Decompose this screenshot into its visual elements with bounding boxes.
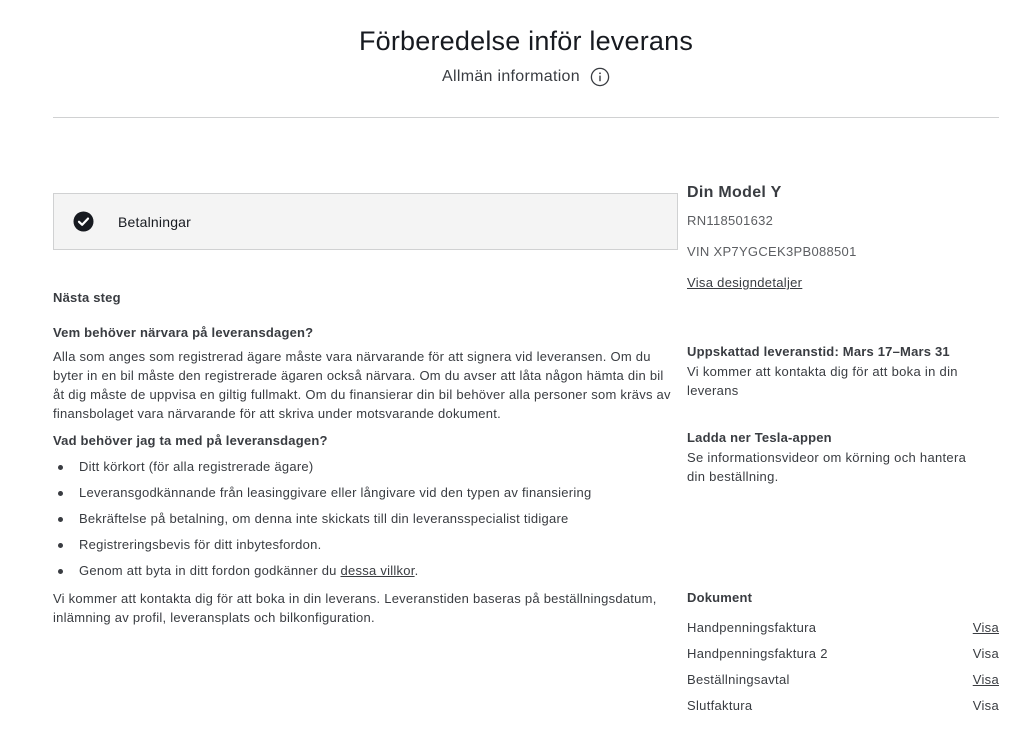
check-circle-icon <box>73 211 94 232</box>
documents-heading: Dokument <box>687 590 753 605</box>
view-document-link[interactable]: Visa <box>972 697 999 713</box>
list-item: Leveransgodkännande från leasinggivare eller långivare vid den typen av finansiering <box>53 480 678 506</box>
list-item-terms <box>53 558 678 584</box>
delivery-estimate-heading: Uppskattad leveranstid: Mars 17–Mars 31 <box>687 344 950 359</box>
document-name: Beställningsavtal <box>687 671 790 687</box>
main-column <box>53 193 678 627</box>
list-item: Registreringsbevis för ditt inbytesfordon. <box>53 532 678 558</box>
payment-section[interactable] <box>53 193 678 250</box>
reservation-number: RN118501632 <box>687 213 774 228</box>
next-steps-heading: Nästa steg <box>53 290 121 305</box>
terms-suffix: . <box>414 563 419 578</box>
document-name: Handpenningsfaktura 2 <box>687 645 828 661</box>
app-heading: Ladda ner Tesla-appen <box>687 430 832 445</box>
document-row <box>687 692 999 718</box>
closing-text: Vi kommer att kontakta dig för att boka in din leverans. Leveranstiden baseras på beställningsdatum, inlämning av profil, leveransplats och bilkonfiguration. <box>53 591 657 625</box>
view-document-link[interactable]: Visa <box>972 619 999 635</box>
design-details-link[interactable]: Visa designdetaljer <box>687 275 803 290</box>
list-item: Bekräftelse på betalning, om denna inte skickats till din leveransspecialist tidigare <box>53 506 678 532</box>
list-item: Ditt körkort (för alla registrerade ägare) <box>53 454 678 480</box>
attendance-answer: Alla som anges som registrerad ägare måste vara närvarande för att signera vid leveransen. Om du byter in en bil måste den registrerade ägaren också närvara. Om du avser att låta någon hämta din bil åt dig måste de uppvisa en giltig fullmakt. Om du finansierar din bil behöver alla personer som krävs av finansbolaget vara närvarande för att skriva under motsvarande dokument. <box>53 349 671 421</box>
view-document-link[interactable]: Visa <box>972 671 999 687</box>
payment-label: Betalningar <box>118 213 192 230</box>
attendance-question: Vem behöver närvara på leveransdagen? <box>53 325 314 340</box>
document-row <box>687 614 999 640</box>
terms-prefix: Genom att byta in ditt fordon godkänner du <box>79 563 341 578</box>
documents-list <box>687 614 999 718</box>
terms-link[interactable]: dessa villkor <box>340 563 415 578</box>
document-name: Slutfaktura <box>687 697 753 713</box>
bring-list <box>53 454 678 584</box>
subtitle-row <box>0 67 1024 87</box>
document-name: Handpenningsfaktura <box>687 619 817 635</box>
document-row <box>687 666 999 692</box>
info-circle-icon[interactable] <box>590 67 610 87</box>
header-divider <box>53 117 999 118</box>
page-title: Förberedelse inför leverans <box>358 26 694 56</box>
vin-number: VIN XP7YGCEK3PB088501 <box>687 244 857 259</box>
bring-question: Vad behöver jag ta med på leveransdagen? <box>53 433 328 448</box>
model-title: Din Model Y <box>687 184 782 201</box>
delivery-estimate-text: Vi kommer att kontakta dig för att boka in din leverans <box>687 364 958 398</box>
view-document-link[interactable]: Visa <box>972 645 999 661</box>
page-subtitle: Allmän information <box>442 68 580 85</box>
vehicle-panel <box>687 184 999 292</box>
document-row <box>687 640 999 666</box>
app-text: Se informationsvideor om körning och hantera din beställning. <box>687 450 967 484</box>
